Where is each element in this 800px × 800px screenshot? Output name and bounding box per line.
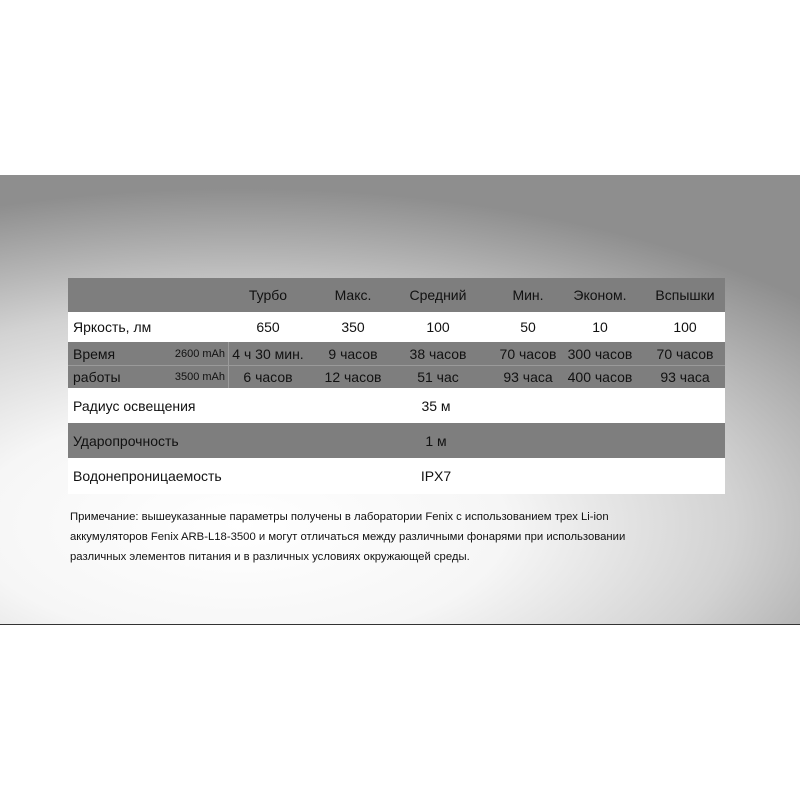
brightness-medium: 100 — [426, 319, 450, 335]
runtime-3500-medium: 51 час — [417, 369, 459, 385]
row-label-impact: Ударопрочность — [73, 432, 179, 449]
brightness-eco: 10 — [592, 319, 608, 335]
runtime-2600-flash: 70 часов — [656, 346, 714, 362]
runtime-3500-min: 93 часа — [503, 369, 553, 385]
column-header-turbo: Турбо — [248, 287, 288, 303]
table-row-radius — [68, 388, 725, 423]
runtime-subrow-3500 — [68, 365, 725, 388]
waterproof-value: IPX7 — [420, 468, 452, 484]
brightness-flash: 100 — [673, 319, 697, 335]
row-label-waterproof: Водонепроницаемость — [73, 468, 222, 484]
runtime-3500-eco: 400 часов — [567, 369, 633, 385]
runtime-2600-medium: 38 часов — [409, 346, 467, 362]
impact-value: 1 м — [425, 432, 447, 449]
runtime-2600-turbo: 4 ч 30 мин. — [232, 346, 304, 362]
runtime-2600-max: 9 часов — [328, 346, 378, 362]
footnote — [70, 507, 670, 567]
table-row-impact — [68, 423, 725, 458]
row-label-radius: Радиус освещения — [73, 397, 196, 414]
footnote-line-2: аккумуляторов Fenix ARB-L18-3500 и могут отличаться между различными фонарями при использовании — [70, 531, 626, 543]
footnote-line-1: Примечание: вышеуказанные параметры получены в лаборатории Fenix с использованием трех Li-ion — [70, 511, 609, 523]
specs-table — [68, 278, 725, 494]
runtime-2600-eco: 300 часов — [567, 346, 633, 362]
row-label-runtime-line2: работы — [73, 369, 121, 385]
column-header-flash: Вспышки — [655, 287, 715, 303]
brightness-min: 50 — [520, 319, 536, 335]
column-header-min: Мин. — [512, 287, 544, 303]
runtime-3500-flash: 93 часа — [660, 369, 710, 385]
footnote-line-3: различных элементов питания и в различных условиях окружающей среды. — [70, 551, 470, 563]
battery-label-2600: 2600 mAh — [174, 348, 225, 360]
runtime-2600-min: 70 часов — [499, 346, 557, 362]
table-row-runtime — [68, 342, 725, 388]
runtime-3500-max: 12 часов — [324, 369, 382, 385]
table-row-brightness — [68, 312, 725, 342]
column-header-medium: Средний — [409, 287, 467, 303]
bottom-divider — [0, 624, 800, 625]
table-row-waterproof — [68, 458, 725, 494]
battery-label-3500: 3500 mAh — [174, 371, 225, 383]
runtime-3500-turbo: 6 часов — [243, 369, 293, 385]
brightness-turbo: 650 — [256, 319, 280, 335]
row-label-runtime-line1: Время — [73, 346, 116, 362]
table-header-row — [68, 278, 725, 312]
runtime-subrow-2600 — [68, 343, 725, 365]
column-header-max: Макс. — [334, 287, 372, 303]
column-header-eco: Эконом. — [573, 287, 627, 303]
row-label-brightness: Яркость, лм — [73, 319, 152, 335]
brightness-max: 350 — [341, 319, 365, 335]
radius-value: 35 м — [421, 397, 451, 414]
